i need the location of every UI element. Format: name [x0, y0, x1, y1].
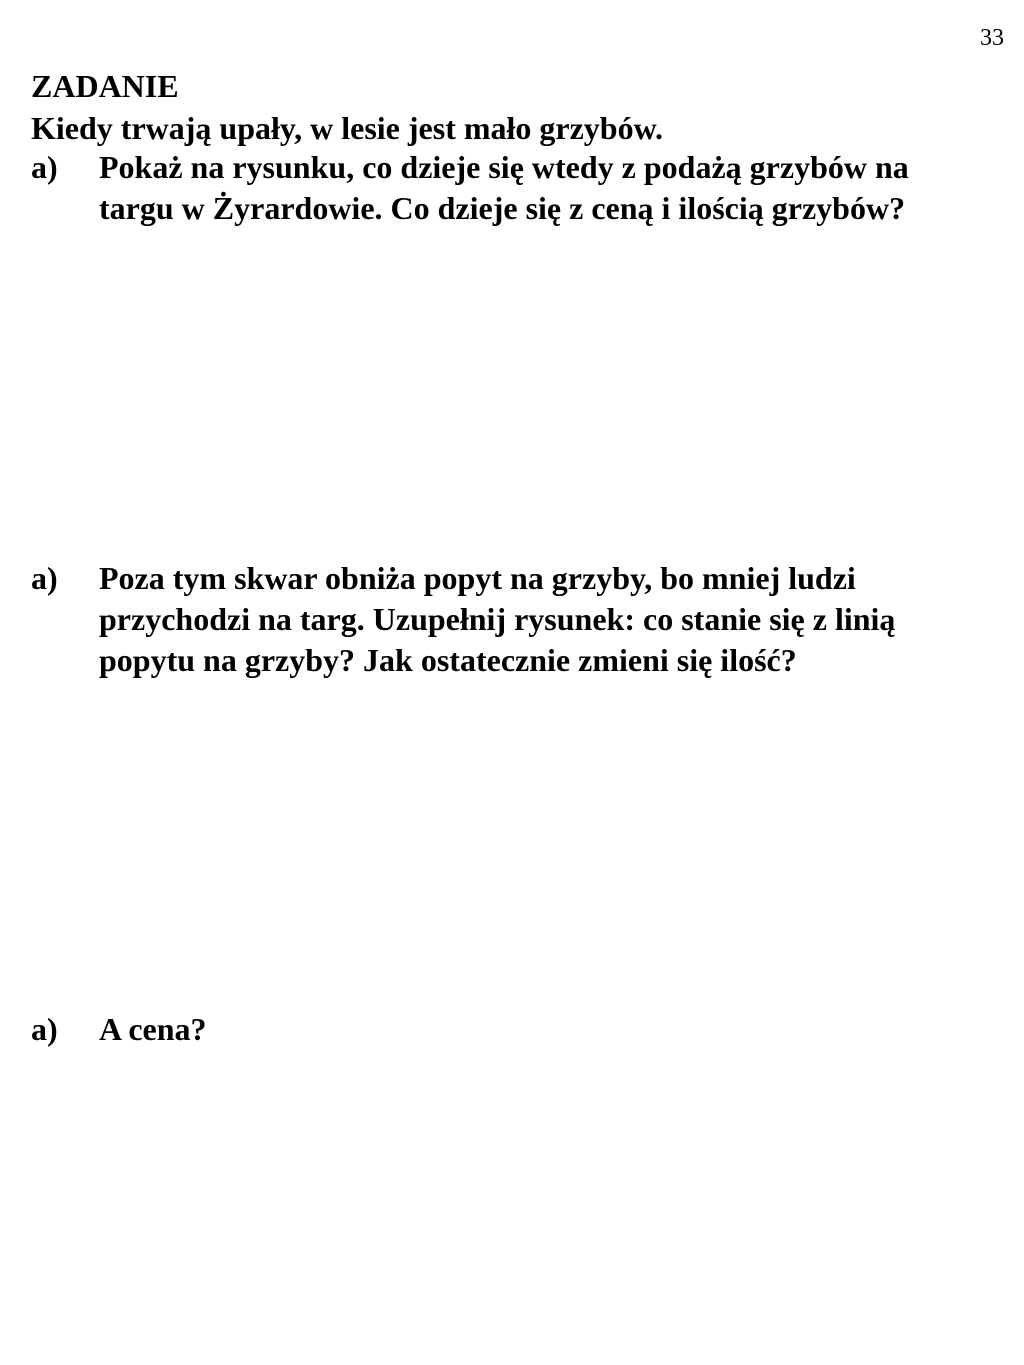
question-text: Pokaż na rysunku, co dzieje się wtedy z podażą grzybów na targu w Żyrardowie. Co dzieje się z ceną i ilością grzybów? — [99, 149, 909, 226]
question-item — [31, 147, 991, 229]
question-marker: a) — [31, 1011, 58, 1047]
question-marker: a) — [31, 149, 58, 185]
question-text: Poza tym skwar obniża popyt na grzyby, bo mniej ludzi przychodzi na targ. Uzupełnij rysunek: co stanie się z linią popytu na grzyby? Jak ostatecznie zmieni się ilość? — [99, 560, 896, 678]
question-item — [31, 558, 991, 681]
question-marker: a) — [31, 560, 58, 596]
question-text: A cena? — [99, 1011, 207, 1047]
task-intro: Kiedy trwają upały, w lesie jest mało grzybów. — [31, 110, 663, 146]
question-item — [31, 1009, 991, 1050]
page-number: 33 — [980, 25, 1004, 51]
task-title: ZADANIE — [31, 68, 179, 104]
